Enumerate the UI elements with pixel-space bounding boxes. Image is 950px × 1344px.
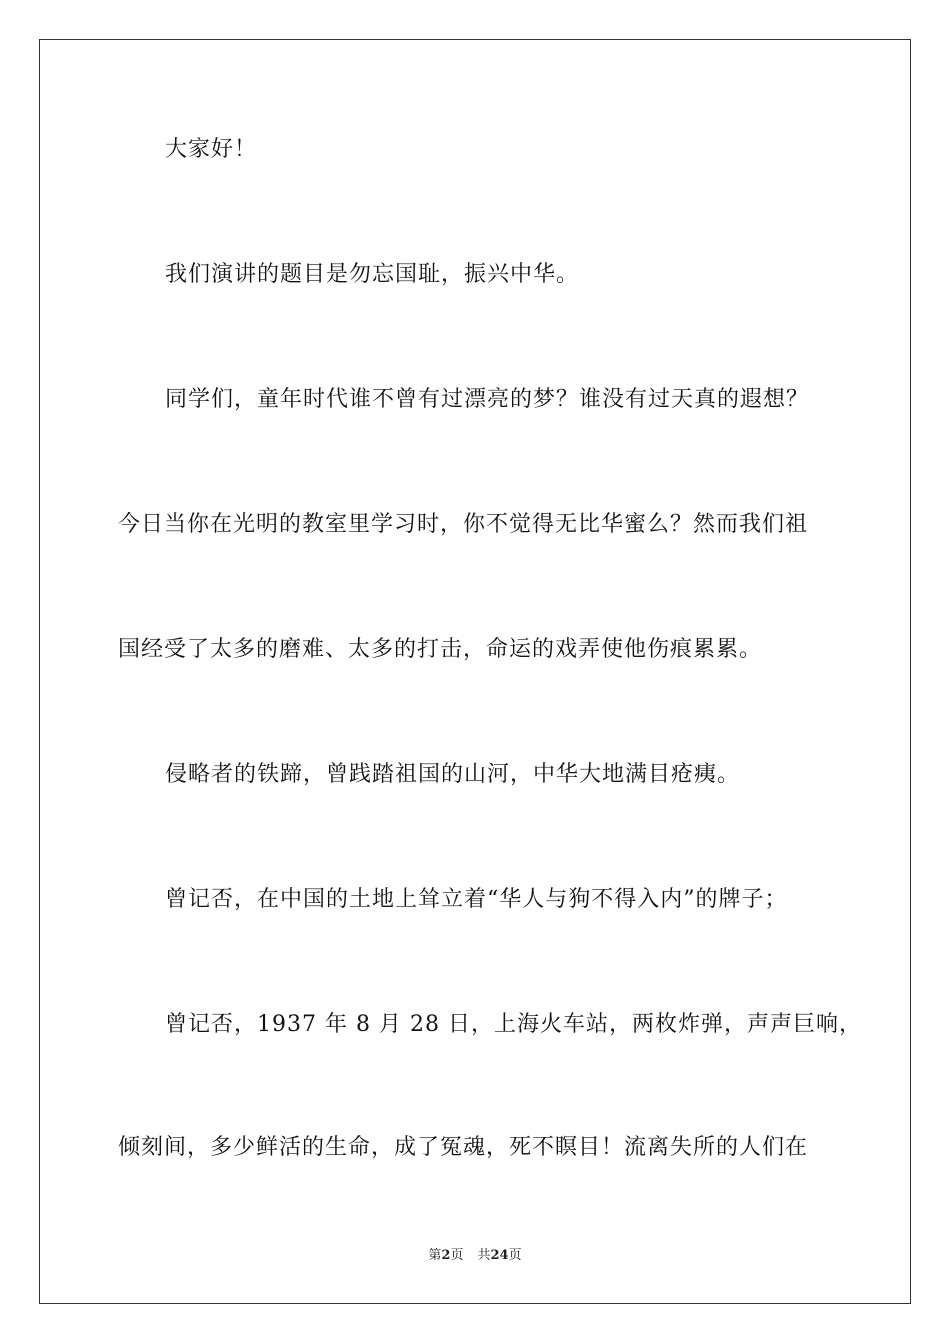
page-number: 2 [441,1248,451,1263]
total-prefix: 共 [477,1248,491,1263]
page-suffix: 页 [450,1248,464,1263]
paragraph-line-5: 国经受了太多的磨难、太多的打击，命运的戏弄使他伤痕累累。 [118,637,763,662]
paragraph-line-6: 侵略者的铁蹄，曾践踏祖国的山河，中华大地满目疮痍。 [165,762,741,787]
total-pages: 24 [490,1248,509,1263]
paragraph-line-9: 倾刻间，多少鲜活的生命，成了冤魂，死不瞑目！流离失所的人们在 [118,1135,809,1160]
paragraph-line-1: 大家好！ [165,137,258,162]
total-suffix: 页 [508,1248,522,1263]
page-footer [0,1247,950,1265]
paragraph-line-2: 我们演讲的题目是勿忘国耻，振兴中华。 [165,262,580,287]
page-border [39,39,911,1304]
paragraph-line-7: 曾记否，在中国的土地上耸立着“华人与狗不得入内”的牌子； [165,887,788,912]
paragraph-line-8: 曾记否，1937 年 8 月 28 日，上海火车站，两枚炸弹，声声巨响， [165,1012,862,1037]
paragraph-line-3: 同学们，童年时代谁不曾有过漂亮的梦？谁没有过天真的遐想？ [165,387,810,412]
paragraph-line-4: 今日当你在光明的教室里学习时，你不觉得无比华蜜么？然而我们祖 [118,512,809,537]
page-prefix: 第 [428,1248,442,1263]
